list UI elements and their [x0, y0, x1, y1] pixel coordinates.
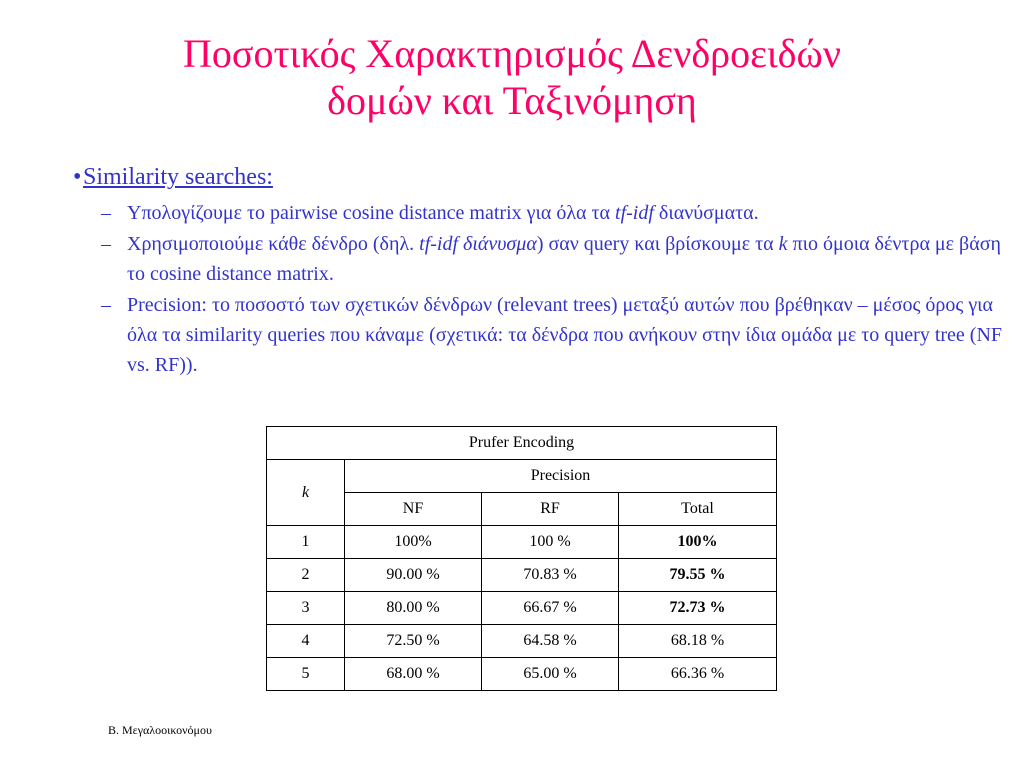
table-row [267, 625, 777, 658]
cell-k: 1 [267, 526, 345, 559]
cell-rf: 64.58 % [482, 625, 619, 658]
slide-title-line-1: Ποσοτικός Χαρακτηρισμός Δενδροειδών [183, 31, 841, 76]
cell-k: 5 [267, 658, 345, 691]
table-row [267, 526, 777, 559]
sub-item-2-text-c: πιο όμοια δέντρα με βάση το cosine distance matrix. [127, 233, 1001, 285]
cell-rf: 70.83 % [482, 559, 619, 592]
sub-item-2-text-italic-2: k [778, 233, 788, 255]
column-header-rf: RF [482, 493, 619, 526]
column-header-total: Total [619, 493, 777, 526]
sub-item-2-text-italic-1: tf-idf διάνυσμα [419, 233, 537, 255]
slide-content [60, 162, 1020, 381]
sub-item-3-text: Precision: το ποσοστό των σχετικών δένδρων (relevant trees) μεταξύ αυτών που βρέθηκαν – μέσος όρος για όλα τα similarity queries που κάναμε (σχετικά: τα δένδρα που ανήκουν στην ίδια ομάδα με το query tree (NF vs. RF)). [127, 294, 1003, 376]
sub-item-2 [60, 229, 1017, 289]
cell-k: 4 [267, 625, 345, 658]
table-row [267, 592, 777, 625]
slide-title-line-2: δομών και Ταξινόμηση [327, 78, 697, 123]
cell-k: 2 [267, 559, 345, 592]
cell-nf: 68.00 % [345, 658, 482, 691]
sub-item-3 [60, 290, 1017, 380]
sub-item-1-text-a: Υπολογίζουμε το pairwise cosine distance matrix για όλα τα [127, 202, 616, 224]
cell-k: 3 [267, 592, 345, 625]
sub-item-2-text-a: Χρησιμοποιούμε κάθε δένδρο (δηλ. [127, 233, 420, 255]
sub-item-1-text-italic: tf-idf [615, 202, 654, 224]
cell-total: 100% [619, 526, 777, 559]
cell-total: 79.55 % [619, 559, 777, 592]
dash-marker: – [101, 294, 111, 316]
footer-author: Β. Μεγαλοοικονόμου [108, 723, 212, 737]
cell-nf: 90.00 % [345, 559, 482, 592]
sub-item-2-text-b: ) σαν query και βρίσκουμε τα [536, 233, 779, 255]
column-header-nf: NF [345, 493, 482, 526]
bullet-item [60, 162, 1020, 192]
table-title: Prufer Encoding [267, 427, 777, 460]
sub-item-1-text-b: διανύσματα. [653, 202, 759, 224]
sub-item-1 [60, 198, 1017, 228]
bullet-text-similarity-searches: Similarity searches: [83, 164, 273, 190]
bullet-marker: • [73, 164, 82, 190]
cell-nf: 80.00 % [345, 592, 482, 625]
precision-table [266, 426, 777, 691]
cell-total: 66.36 % [619, 658, 777, 691]
cell-total: 68.18 % [619, 625, 777, 658]
cell-nf: 100% [345, 526, 482, 559]
cell-rf: 100 % [482, 526, 619, 559]
slide-title [0, 30, 1024, 124]
cell-total: 72.73 % [619, 592, 777, 625]
precision-header: Precision [345, 460, 777, 493]
table-row [267, 559, 777, 592]
k-header: k [267, 460, 345, 526]
table-row [267, 658, 777, 691]
cell-rf: 65.00 % [482, 658, 619, 691]
dash-marker: – [101, 202, 111, 224]
cell-nf: 72.50 % [345, 625, 482, 658]
dash-marker: – [101, 233, 111, 255]
cell-rf: 66.67 % [482, 592, 619, 625]
